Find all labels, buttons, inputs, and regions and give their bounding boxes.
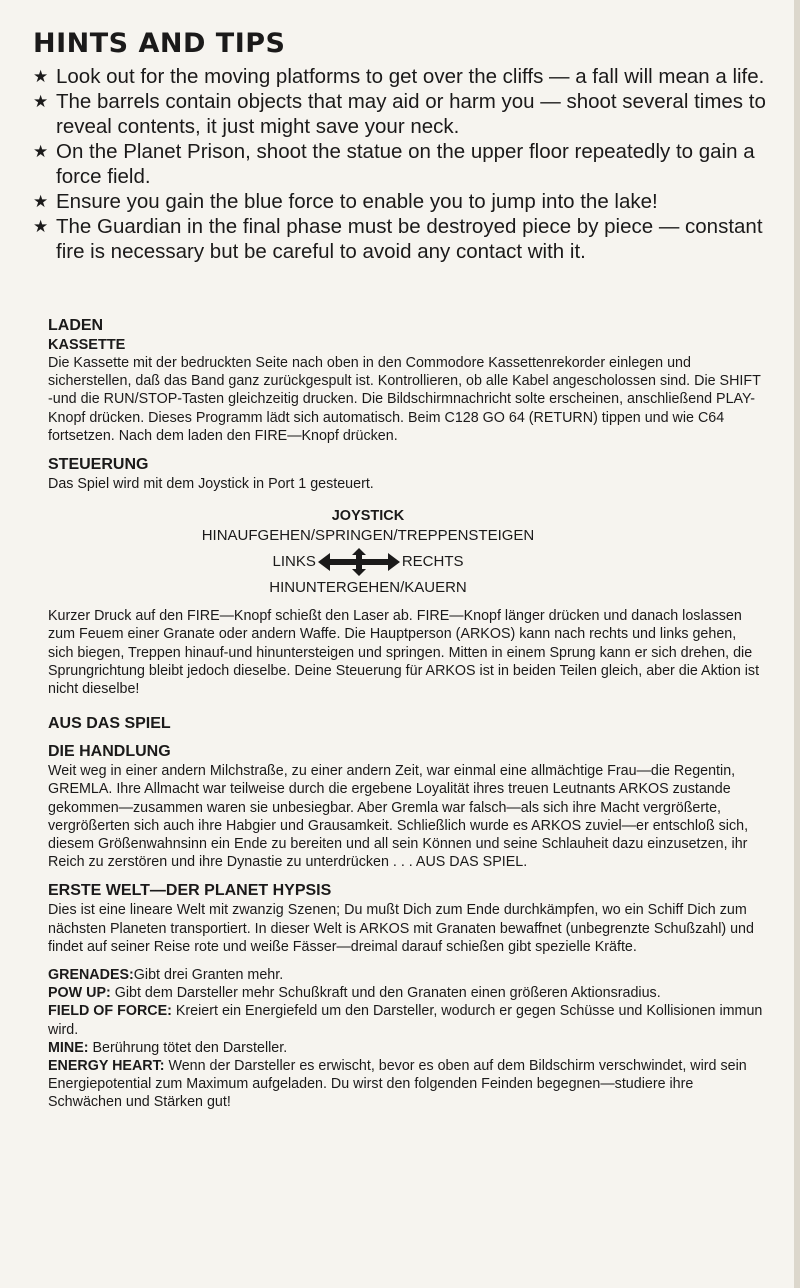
item-field-of-force	[48, 1002, 763, 1038]
hint-item	[33, 64, 773, 89]
section-erste-welt	[48, 881, 763, 956]
hint-text: On the Planet Prison, shoot the statue on the upper floor repeatedly to gain a force field.	[56, 140, 755, 188]
section-aus-das-spiel	[48, 714, 763, 871]
item-energy-heart	[48, 1057, 763, 1112]
hint-text: The barrels contain objects that may aid or harm you — shoot several times to reveal contents, it just might save your neck.	[56, 90, 766, 138]
hint-item	[33, 139, 773, 189]
kassette-subheading: KASSETTE	[48, 337, 126, 353]
handlung-heading: DIE HANDLUNG	[48, 743, 171, 761]
german-instructions	[48, 316, 763, 1112]
item-label: FIELD OF FORCE:	[48, 1003, 172, 1020]
handlung-text: Weit weg in einer andern Milchstraße, zu einer andern Zeit, war einmal eine allmächtige Frau—die Regentin, GREMLA. Ihre Allmacht war teilweise durch die ergebene Loyalität ihres treuen Leutnants ARKOS zustande gekommen—zusammen waren sie unbesiegbar. Aber Gremla war falsch—als sich ihre Macht vergrößerte, vergrößerten sich auch ihre Habgier und Grausamkeit. Schließlich wurde es ARKOS zuviel—er entschloß sich, diesem Größenwahnsinn ein Ende zu bereiten und all sein Können und seine Schlauheit dazu einzusetzen, ihr Reich zu zerstören und ihre Dynastie zu unterdrücken . . . AUS DAS SPIEL.	[48, 763, 749, 871]
hint-item	[33, 214, 773, 264]
laden-text: Die Kassette mit der bedruckten Seite nach oben in den Commodore Kassettenrekorder einlegen und sicherstellen, daß das Band ganz zurückgespult ist. Kontrollieren, ob alle Kabel angescholossen sind. Die SHIFT -und die RUN/STOP-Tasten gleichzeitig drucken. Die Bildschirmnachricht solte erscheinen, anschließend PLAY-Knopf drücken. Dieses Programm lädt sich automatisch. Beim C128 GO 64 (RETURN) tippen und wie C64 fortsetzen. Nach dem laden den FIRE—Knopf drücken.	[48, 355, 761, 444]
hint-item	[33, 189, 773, 214]
star-icon: ★	[33, 142, 49, 161]
item-pow-up	[48, 984, 763, 1002]
star-icon: ★	[33, 192, 49, 211]
joystick-diagram	[48, 507, 578, 599]
hints-title: HINTS AND TIPS	[33, 28, 286, 59]
erste-welt-text: Dies ist eine lineare Welt mit zwanzig Szenen; Du mußt Dich zum Ende durchkämpfen, wo ein Schiff Dich zum nächsten Planeten transportiert. In dieser Welt is ARKOS mit Granaten bewaffnet (unbegrenzte Schußzahl) und findet auf seiner Reise rote und weiße Fässer—dreimal darauf schießen gibt spezielle Kräfte.	[48, 902, 754, 955]
steuerung-text: Das Spiel wird mit dem Joystick in Port 1 gesteuert.	[48, 476, 374, 493]
joystick-left-label: LINKS	[272, 553, 316, 571]
laden-heading: LADEN	[48, 317, 104, 334]
item-label: POW UP:	[48, 985, 111, 1002]
item-grenades	[48, 966, 763, 984]
item-mine	[48, 1039, 763, 1057]
joystick-right-label: RECHTS	[401, 553, 464, 571]
joystick-down-label: HINUNTERGEHEN/KAUERN	[269, 579, 467, 597]
star-icon: ★	[33, 92, 49, 111]
item-label: GRENADES:	[48, 967, 134, 984]
item-text: Berührung tötet den Darsteller.	[88, 1039, 288, 1056]
joystick-title: JOYSTICK	[331, 508, 405, 525]
hint-item	[33, 89, 773, 139]
page-edge	[794, 0, 800, 1288]
hint-text: Ensure you gain the blue force to enable you to jump into the lake!	[56, 190, 658, 213]
item-label: ENERGY HEART:	[48, 1058, 165, 1075]
hint-text: The Guardian in the final phase must be destroyed piece by piece — constant fire is necessary but be careful to avoid any contact with it.	[56, 215, 763, 263]
steuerung-after-text: Kurzer Druck auf den FIRE—Knopf schießt den Laser ab. FIRE—Knopf länger drücken und danach loslassen zum Feuem einer Granate oder andern Waffe. Die Hauptperson (ARKOS) kann nach rechts und links gehen, sich biegen, Treppen hinauf-und hinuntersteigen und springen. Mitten in einem Sprung kann er sich drehen, die Sprungrichtung bleibt jedoch dieselbe. Deine Steuerung für ARKOS ist in beiden Teilen gleich, aber die Aktion ist nicht dieselbe!	[48, 608, 760, 698]
aus-heading: AUS DAS SPIEL	[48, 715, 171, 733]
hint-text: Look out for the moving platforms to get over the cliffs — a fall will mean a life.	[56, 65, 765, 88]
steuerung-heading: STEUERUNG	[48, 456, 149, 474]
erste-welt-heading: ERSTE WELT—DER PLANET HYPSIS	[48, 882, 332, 900]
star-icon: ★	[33, 217, 49, 236]
star-icon: ★	[33, 67, 49, 86]
item-text: Wenn der Darsteller es erwischt, bevor es oben auf dem Bildschirm verschwindet, wird sein Energiepotential zum Maximum aufgeladen. Du wirst den folgenden Feinden begegnen—studiere ihre Schwächen und Stärken gut!	[48, 1058, 747, 1111]
section-steuerung	[48, 455, 763, 698]
item-text: Gibt dem Darsteller mehr Schußkraft und den Granaten einen größeren Aktionsradius.	[110, 985, 661, 1002]
joystick-cross-arrows-icon	[318, 548, 400, 576]
item-text: Gibt drei Granten mehr.	[133, 967, 284, 984]
joystick-up-label: HINAUFGEHEN/SPRINGEN/TREPPENSTEIGEN	[201, 527, 535, 545]
item-label: MINE:	[48, 1039, 89, 1056]
item-text: Kreiert ein Energiefeld um den Darsteller, wodurch er gegen Schüsse und Kollisionen immun wird.	[48, 1003, 763, 1038]
hints-list	[33, 64, 773, 264]
joystick-mid-row	[158, 547, 578, 577]
section-laden	[48, 316, 763, 445]
